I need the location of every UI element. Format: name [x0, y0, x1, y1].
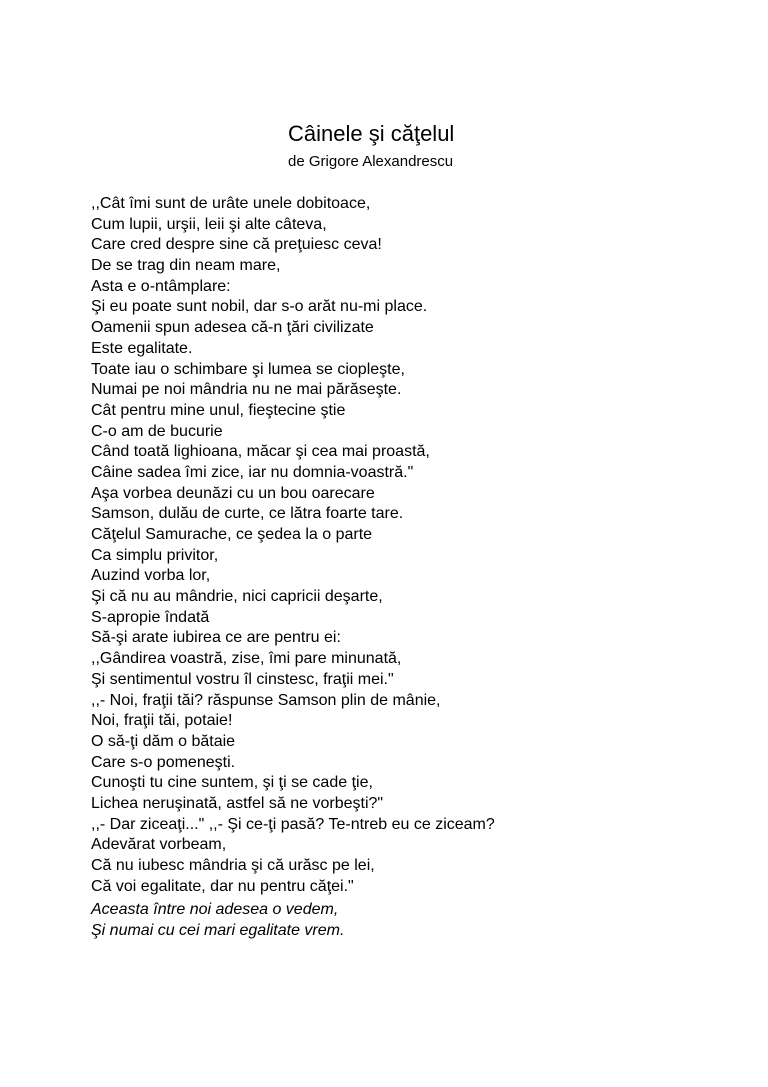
moral-line: Şi numai cu cei mari egalitate vrem.: [91, 921, 345, 939]
poem-line: Oamenii spun adesea că-n ţări civilizate: [91, 319, 374, 337]
poem-line: Noi, fraţii tăi, potaie!: [91, 712, 233, 730]
poem-line: Când toată lighioana, măcar şi cea mai proastă,: [91, 443, 430, 461]
poem-line: Şi că nu au mândrie, nici capricii deşarte,: [91, 588, 383, 606]
poem-line: Şi eu poate sunt nobil, dar s-o arăt nu-mi place.: [91, 298, 428, 316]
poem-line: Să-şi arate iubirea ce are pentru ei:: [91, 629, 341, 647]
poem-line: ,,Cât îmi sunt de urâte unele dobitoace,: [91, 195, 371, 212]
poem-line: Că nu iubesc mândria şi că urăsc pe lei,: [91, 857, 375, 874]
poem-line: De se trag din neam mare,: [91, 257, 281, 275]
moral-line: Aceasta între noi adesea o vedem,: [91, 901, 339, 918]
poem-line: Câine sadea îmi zice, iar nu domnia-voastră.": [91, 463, 414, 481]
poem-line: Adevărat vorbeam,: [91, 836, 227, 854]
poem-line: Care s-o pomeneşti.: [91, 753, 236, 771]
poem-title: Câinele şi căţelul: [288, 121, 455, 146]
poem-line: ,,- Noi, fraţii tăi? răspunse Samson plin de mânie,: [91, 691, 441, 709]
poem-line: Care cred despre sine că preţuiesc ceva!: [91, 236, 382, 254]
poem-line: Toate iau o schimbare şi lumea se ciopleşte,: [91, 360, 405, 378]
poem-line: Cât pentru mine unul, fieştecine ştie: [91, 401, 346, 419]
poem-line: S-apropie îndată: [91, 608, 210, 626]
poem-line: Căţelul Samurache, ce şedea la o parte: [91, 526, 373, 543]
poem-line: ,,Gândirea voastră, zise, îmi pare minunată,: [91, 650, 402, 668]
poem-line: Lichea neruşinată, astfel să ne vorbeşti?": [91, 794, 384, 812]
poem-line: Numai pe noi mândria nu ne mai părăseşte.: [91, 381, 402, 399]
poem-line: Aşa vorbea deunăzi cu un bou oarecare: [91, 484, 375, 502]
poem-moral: [91, 900, 344, 941]
poem-line: Auzind vorba lor,: [91, 567, 211, 585]
poem-line: Samson, dulău de curte, ce lătra foarte tare.: [91, 505, 404, 523]
poem-line: Ca simplu privitor,: [91, 546, 219, 564]
poem-line: Cunoşti tu cine suntem, şi ţi se cade ţie,: [91, 774, 373, 792]
poem-line: C-o am de bucurie: [91, 422, 223, 440]
poem-line: Este egalitate.: [91, 339, 193, 357]
poem-line: Asta e o-ntâmplare:: [91, 277, 231, 295]
poem-line: Cum lupii, urşii, leii şi alte câteva,: [91, 215, 327, 233]
poem-author: de Grigore Alexandrescu: [288, 153, 454, 170]
poem-line: Şi sentimentul vostru îl cinstesc, fraţii mei.": [91, 670, 394, 688]
poem-line: O să-ţi dăm o bătaie: [91, 732, 236, 750]
poem-body: [91, 194, 495, 897]
poem-line: ,,- Dar ziceaţi..." ,,- Şi ce-ţi pasă? Te-ntreb eu ce ziceam?: [91, 815, 495, 833]
poem-line: Că voi egalitate, dar nu pentru căţei.": [91, 877, 354, 895]
